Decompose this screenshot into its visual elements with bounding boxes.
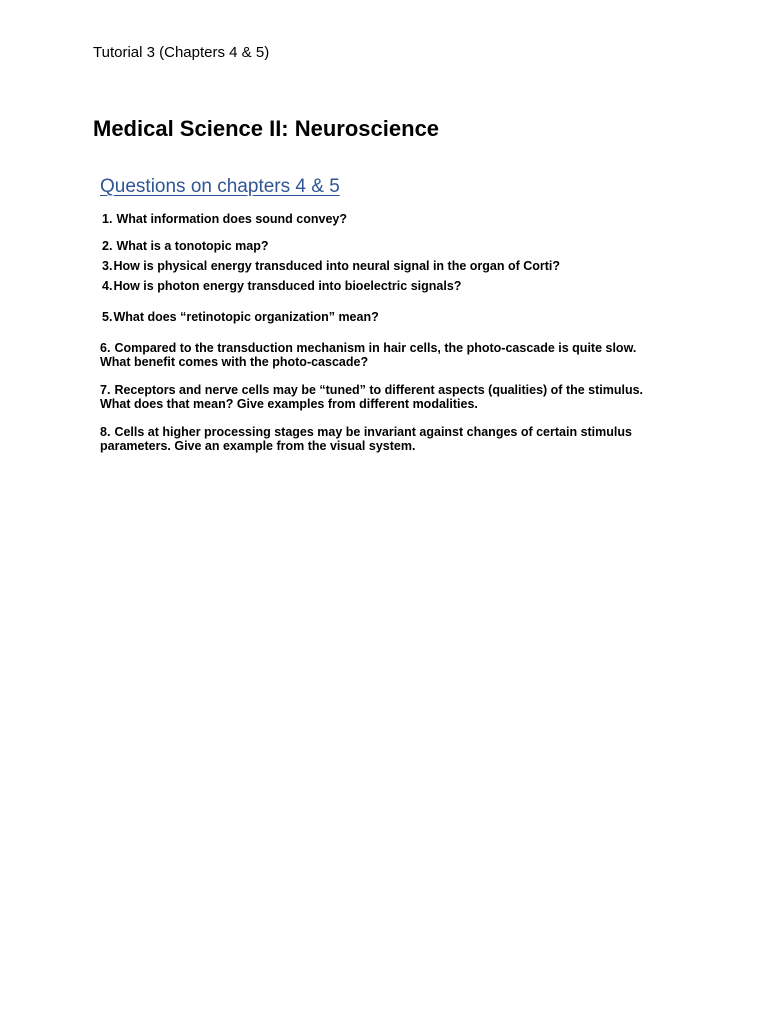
question-line (100, 383, 680, 397)
question-8 (100, 425, 680, 453)
question-text: What is a tonotopic map? (116, 239, 269, 253)
question-number: 3. (102, 259, 113, 273)
question-text: How is physical energy transduced into neural signal in the organ of Corti? (113, 259, 561, 273)
question-number: 6. (100, 341, 111, 355)
question-text: How is photon energy transduced into bioelectric signals? (113, 279, 462, 293)
question-text: Receptors and nerve cells may be “tuned” to different aspects (qualities) of the stimulus. (114, 383, 644, 397)
question-number: 2. (102, 239, 113, 253)
question-text: What does “retinotopic organization” mean? (113, 310, 379, 324)
question-number: 4. (102, 279, 113, 293)
question-6 (100, 341, 680, 369)
question-number: 7. (100, 383, 111, 397)
question-text: What information does sound convey? (116, 212, 348, 226)
question-2 (102, 239, 269, 253)
question-3 (102, 259, 560, 273)
section-heading-questions: Questions on chapters 4 & 5 (100, 176, 340, 197)
question-number: 5. (102, 310, 113, 324)
question-line (100, 341, 680, 355)
question-number: 1. (102, 212, 113, 226)
question-4 (102, 279, 461, 293)
question-text: Compared to the transduction mechanism in hair cells, the photo-cascade is quite slow. (114, 341, 637, 355)
question-line: parameters. Give an example from the visual system. (100, 439, 416, 453)
tutorial-header: Tutorial 3 (Chapters 4 & 5) (93, 44, 270, 61)
question-5 (102, 310, 379, 324)
question-text: Cells at higher processing stages may be invariant against changes of certain stimulus (114, 425, 632, 439)
question-number: 8. (100, 425, 111, 439)
question-1 (102, 212, 347, 226)
question-line: What does that mean? Give examples from different modalities. (100, 397, 478, 411)
question-line (100, 425, 680, 439)
question-line: What benefit comes with the photo-cascade? (100, 355, 369, 369)
question-7 (100, 383, 680, 411)
document-title: Medical Science II: Neuroscience (93, 116, 440, 141)
